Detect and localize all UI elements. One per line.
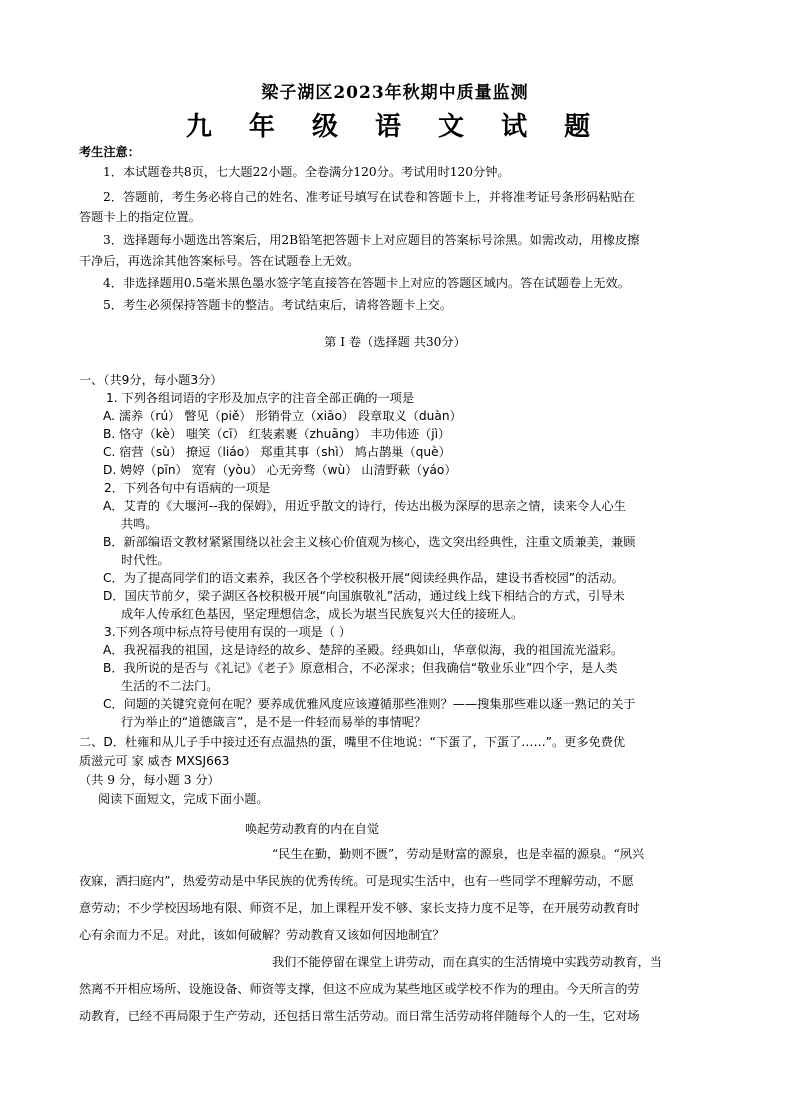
section-title: 第 I 卷（选择题 共30分） bbox=[324, 335, 466, 349]
q3-option: A．我祝福我的祖国，这是诗经的故乡、楚辞的圣殿。经典如山，华章似海，我的祖国流光溢彩。 bbox=[103, 643, 624, 657]
q1-option: C. 宿营（sù） 撩逗（liáo） 郑重其事（shì） 鸠占鹊巢（què） bbox=[103, 445, 451, 459]
exam-subtitle: 九 年 级 语 文 试 题 bbox=[185, 112, 605, 142]
q2-option: 共鸣。 bbox=[121, 517, 158, 531]
q2-option: C．为了提高同学们的语文素养，我区各个学校积极开展“阅读经典作品，建设书香校园”的活动。 bbox=[103, 571, 624, 585]
article-line: “民生在勤，勤则不匮”，劳动是财富的源泉，也是幸福的源泉。“夙兴 bbox=[272, 847, 645, 861]
q2-option: D．国庆节前夕，梁子湖区各校积极开展“向国旗敬礼”活动，通过线上线下相结合的方式，引导未 bbox=[103, 589, 625, 603]
notice-line: 1．本试题卷共8页，七大题22小题。全卷满分120分。考试用时120分钟。 bbox=[103, 165, 510, 179]
q2-option: 时代性。 bbox=[121, 553, 170, 567]
reading-instruction: 阅读下面短文，完成下面小题。 bbox=[98, 792, 269, 806]
article-line: 动教育，已经不再局限于生产劳动，还包括日常生活劳动。而日常生活劳动将伴随每个人的一生，它对场 bbox=[79, 1009, 640, 1023]
q3-stem: 3.下列各项中标点符号使用有误的一项是（ ） bbox=[104, 625, 352, 639]
notice-line: 5．考生必须保持答题卡的整洁。考试结束后，请将答题卡上交。 bbox=[103, 298, 453, 312]
notice-heading: 考生注意： bbox=[79, 145, 140, 159]
q3-option: 生活的不二法门。 bbox=[121, 679, 219, 693]
article-line: 心有余而力不足。对此，该如何破解？劳动教育又该如何因地制宜？ bbox=[79, 928, 445, 942]
article-title: 唤起劳动教育的内在自觉 bbox=[245, 822, 380, 836]
q3-option: C．问题的关键究竟何在呢？要养成优雅风度应该遵循那些准则？——搜集那些难以逐一熟记的关于 bbox=[103, 697, 636, 711]
q3-option: 行为举止的“道德箴言”，是不是一件轻而易举的事情呢？ bbox=[121, 715, 427, 729]
notice-line: 答题卡上的指定位置。 bbox=[79, 210, 201, 224]
part2-heading-line2: 质滋元可 家 威杏 MXSJ663 bbox=[79, 754, 230, 768]
part2-score: （共 9 分，每小题 3 分） bbox=[79, 773, 220, 787]
part1-heading: 一、（共9分，每小题3分） bbox=[79, 373, 223, 387]
article-line: 我们不能停留在课堂上讲劳动，而在真实的生活情境中实践劳动教育，当 bbox=[272, 955, 662, 969]
q2-option: B．新部编语文教材紧紧围绕以社会主义核心价值观为核心，选文突出经典性，注重文质兼美，兼顾 bbox=[103, 535, 636, 549]
article-line: 意劳动；不少学校因场地有限、师资不足，加上课程开发不够、家长支持力度不足等，在开展劳动教育时 bbox=[79, 901, 640, 915]
q1-option: B. 恪守（kè） 嗤笑（cī） 红装素裹（zhuāng） 丰功伟迹（jì） bbox=[103, 427, 451, 441]
q2-stem: 2．下列各句中有语病的一项是 bbox=[104, 481, 271, 495]
exam-title: 梁子湖区2023年秋期中质量监测 bbox=[261, 83, 529, 103]
q1-stem: 1. 下列各组词语的字形及加点字的注音全部正确的一项是 bbox=[106, 391, 415, 405]
q3-option: B．我所说的是否与《礼记》《老子》原意相合，不必深求；但我确信“敬业乐业”四个字，是人类 bbox=[103, 661, 618, 675]
q1-option: D. 娉婷（pīn） 宽宥（yòu） 心无旁骛（wù） 山清野蔌（yáo） bbox=[103, 463, 457, 477]
notice-line: 干净后，再选涂其他答案标号。答在试题卷上无效。 bbox=[79, 254, 360, 268]
part2-heading: 二、D．杜雍和从儿子手中接过还有点温热的蛋，嘴里不住地说：“下蛋了，下蛋了……”。更多免费优 bbox=[79, 735, 626, 749]
notice-line: 4．非选择题用0.5毫米黑色墨水签字笔直接答在答题卡上对应的答题区域内。答在试题卷上无效。 bbox=[103, 276, 630, 290]
article-line: 然离不开相应场所、设施设备、师资等支撑，但这不应成为某些地区或学校不作为的理由。今天所言的劳 bbox=[79, 982, 640, 996]
q2-option: 成年人传承红色基因，坚定理想信念，成长为堪当民族复兴大任的接班人。 bbox=[121, 607, 524, 621]
notice-line: 2．答题前，考生务必将自己的姓名、准考证号填写在试卷和答题卡上，并将准考证号条形码粘贴在 bbox=[103, 190, 635, 204]
q1-option: A. 濡养（rú） 瞥见（piě） 形销骨立（xiāo） 段章取义（duàn） bbox=[103, 409, 462, 423]
notice-line: 3．选择题每小题选出答案后，用2B铅笔把答题卡上对应题目的答案标号涂黑。如需改动，用橡皮擦 bbox=[103, 233, 640, 247]
q2-option: A．艾青的《大堰河--我的保姆》，用近乎散文的诗行，传达出极为深厚的思亲之情，读来令人心生 bbox=[103, 499, 626, 513]
article-line: 夜寐，洒扫庭内”，热爱劳动是中华民族的优秀传统。可是现实生活中，也有一些同学不理解劳动，不愿 bbox=[79, 874, 634, 888]
